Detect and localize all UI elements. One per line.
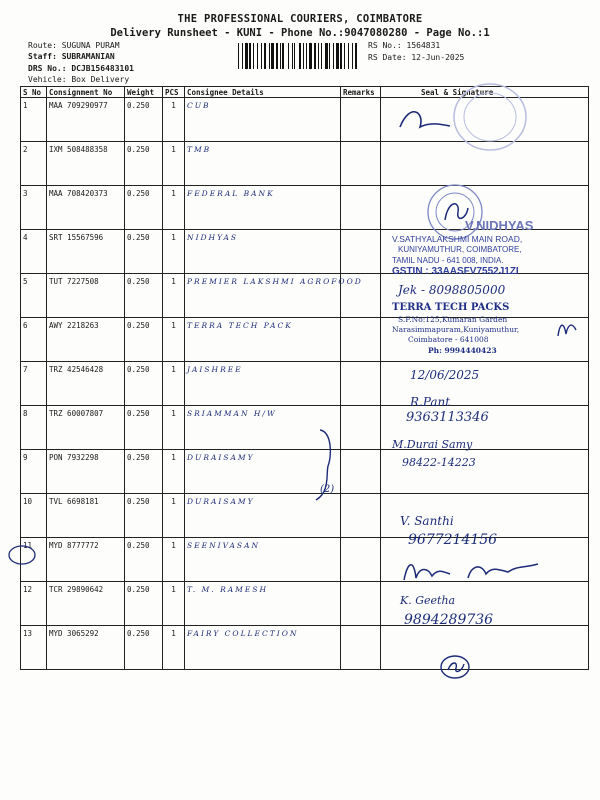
cell-consignment-no: TVL 6698181	[47, 494, 125, 538]
cell-consignment-no: MYD 8777772	[47, 538, 125, 582]
barcode-bar	[336, 43, 339, 69]
col-header-pcs: PCS	[163, 87, 185, 98]
cell-consignee: FAIRY COLLECTION	[185, 626, 341, 670]
cell-consignment-no: SRT 15567596	[47, 230, 125, 274]
cell-consignee: DURAISAMY	[185, 494, 341, 538]
terra-stamp-address1: S.F.No:125,Kumaran Garden	[398, 315, 508, 324]
cell-consignee: SEENIVASAN	[185, 538, 341, 582]
terra-stamp-phone: Ph: 9994440423	[428, 346, 497, 355]
cell-consignee: NIDHYAS	[185, 230, 341, 274]
cell-remarks	[341, 582, 381, 626]
cell-pcs: 1	[163, 230, 185, 274]
cell-consignment-no: AWY 2218263	[47, 318, 125, 362]
rs-number: RS No.: 1564831	[368, 41, 441, 50]
cell-weight: 0.250	[125, 538, 163, 582]
barcode-bar	[299, 43, 301, 69]
cell-consignment-no: MYD 3065292	[47, 626, 125, 670]
nidhyas-handwritten-phone: Jek - 8098805000	[398, 283, 506, 297]
table-row	[21, 494, 589, 538]
cell-sno: 13	[21, 626, 47, 670]
signature-row12	[398, 556, 558, 586]
cell-weight: 0.250	[125, 582, 163, 626]
cell-weight: 0.250	[125, 186, 163, 230]
nidhyas-stamp-address2: KUNIYAMUTHUR, COIMBATORE,	[398, 245, 522, 254]
nidhyas-stamp-gstin: GSTIN : 33AASFV7552J1ZI	[392, 266, 519, 277]
col-header-consignee: Consignee Details	[185, 87, 341, 98]
cell-weight: 0.250	[125, 230, 163, 274]
barcode-bar	[264, 43, 266, 69]
barcode-bar	[314, 43, 316, 69]
signature-row8-name: R.Pant	[410, 395, 451, 409]
staff-label: Staff: SUBRAMANIAN	[28, 52, 115, 61]
cell-pcs: 1	[163, 274, 185, 318]
round-stamp-row1	[390, 82, 530, 152]
cell-seal-signature	[381, 626, 589, 670]
barcode-bar	[288, 43, 289, 69]
cell-pcs: 1	[163, 626, 185, 670]
vehicle-label: Vehicle: Box Delivery	[28, 75, 130, 84]
cell-sno: 10	[21, 494, 47, 538]
nidhyas-stamp-address3: TAMIL NADU - 641 008, INDIA.	[392, 256, 504, 265]
cell-remarks	[341, 142, 381, 186]
initials-signature-icon	[554, 316, 580, 342]
signature-row7-date: 12/06/2025	[410, 368, 480, 382]
cell-sno: 8	[21, 406, 47, 450]
cell-weight: 0.250	[125, 406, 163, 450]
cell-consignment-no: MAA 708420373	[47, 186, 125, 230]
barcode-bar	[340, 43, 342, 69]
cell-remarks	[341, 362, 381, 406]
cell-pcs: 1	[163, 186, 185, 230]
barcode-image	[238, 43, 360, 69]
cell-sno: 1	[21, 98, 47, 142]
barcode-bar	[269, 43, 270, 69]
cell-weight: 0.250	[125, 98, 163, 142]
barcode-bar	[276, 43, 278, 69]
cell-consignment-no: TRZ 60007807	[47, 406, 125, 450]
barcode-bar	[294, 43, 295, 69]
cell-consignee: FEDERAL BANK	[185, 186, 341, 230]
col-header-remarks: Remarks	[341, 87, 381, 98]
table-row	[21, 582, 589, 626]
barcode-bar	[352, 43, 353, 69]
bottom-initial-mark	[438, 654, 472, 680]
table-row	[21, 626, 589, 670]
table-row	[21, 362, 589, 406]
barcode-bar	[348, 43, 349, 69]
cell-sno: 4	[21, 230, 47, 274]
cell-pcs: 1	[163, 538, 185, 582]
runsheet-subtitle: Delivery Runsheet - KUNI - Phone No.:9047080280 - Page No.:1	[110, 27, 490, 39]
barcode-bar	[303, 43, 304, 69]
cell-consignment-no: MAA 709290977	[47, 98, 125, 142]
terra-stamp-name: TERRA TECH PACKS	[392, 302, 510, 313]
cell-consignment-no: IXM 508488358	[47, 142, 125, 186]
table-row	[21, 450, 589, 494]
cell-pcs: 1	[163, 582, 185, 626]
signature-row13-name: K. Geetha	[400, 594, 456, 607]
cell-remarks	[341, 230, 381, 274]
barcode-bar	[344, 43, 345, 69]
terra-stamp-address2: Narasimmapuram,Kuniyamuthur,	[392, 325, 520, 334]
signature-row11-name: V. Santhi	[400, 514, 454, 528]
barcode-bar	[333, 43, 334, 69]
barcode-bar	[292, 43, 293, 69]
cell-sno: 2	[21, 142, 47, 186]
cell-consignment-no: TUT 7227508	[47, 274, 125, 318]
cell-pcs: 1	[163, 98, 185, 142]
cell-sno: 5	[21, 274, 47, 318]
company-title: THE PROFESSIONAL COURIERS, COIMBATORE	[177, 13, 423, 25]
rs-date: RS Date: 12-Jun-2025	[368, 53, 465, 62]
barcode-bar	[282, 43, 284, 69]
brace-note: (2)	[320, 484, 335, 495]
barcode-bar	[325, 43, 328, 69]
signature-row8-phone: 9363113346	[406, 410, 489, 425]
cell-sno: 7	[21, 362, 47, 406]
route-label: Route: SUGUNA PURAM	[28, 41, 120, 50]
signature-row13-phone: 9894289736	[404, 612, 494, 628]
barcode-bar	[321, 43, 322, 69]
cell-consignment-no: TRZ 42546428	[47, 362, 125, 406]
cell-remarks	[341, 626, 381, 670]
cell-pcs: 1	[163, 406, 185, 450]
cell-weight: 0.250	[125, 274, 163, 318]
cell-sno: 9	[21, 450, 47, 494]
cell-consignee: PREMIER LAKSHMI AGROFOOD	[185, 274, 341, 318]
cell-pcs: 1	[163, 494, 185, 538]
barcode-bar	[318, 43, 319, 69]
barcode-bar	[257, 43, 258, 69]
drs-number: DRS No.: DCJB156483101	[28, 64, 134, 73]
signature-row11-phone: 9677214156	[408, 532, 498, 548]
barcode-bar	[306, 43, 307, 69]
cell-sno: 3	[21, 186, 47, 230]
cell-sno: 6	[21, 318, 47, 362]
cell-remarks	[341, 538, 381, 582]
col-header-sno: S No	[21, 87, 47, 98]
barcode-bar	[238, 43, 239, 69]
barcode-bar	[280, 43, 281, 69]
barcode-bar	[249, 43, 251, 69]
signature-row9-phone: 98422-14223	[402, 456, 476, 469]
col-header-consignment: Consignment No	[47, 87, 125, 98]
nidhyas-stamp-address1: V.SATHYALAKSHMI MAIN ROAD,	[392, 234, 523, 244]
cell-consignee: TERRA TECH PACK	[185, 318, 341, 362]
cell-consignment-no: PON 7932298	[47, 450, 125, 494]
cell-weight: 0.250	[125, 494, 163, 538]
cell-pcs: 1	[163, 318, 185, 362]
cell-remarks	[341, 186, 381, 230]
cell-consignee: CUB	[185, 98, 341, 142]
cell-weight: 0.250	[125, 318, 163, 362]
cell-consignee: T. M. RAMESH	[185, 582, 341, 626]
terra-stamp-address3: Coimbatore - 641008	[408, 335, 489, 344]
cell-pcs: 1	[163, 362, 185, 406]
cell-sno: 11	[21, 538, 47, 582]
cell-consignee: SRIAMMAN H/W	[185, 406, 341, 450]
nidhyas-stamp-name: V.NIDHYAS	[465, 218, 534, 233]
cell-pcs: 1	[163, 142, 185, 186]
cell-weight: 0.250	[125, 362, 163, 406]
signature-row9-name: M.Durai Samy	[392, 438, 473, 451]
cell-remarks	[341, 98, 381, 142]
cell-weight: 0.250	[125, 626, 163, 670]
barcode-bar	[309, 43, 312, 69]
cell-weight: 0.250	[125, 142, 163, 186]
col-header-seal: Seal & Signature	[381, 87, 589, 98]
cell-consignee: DURAISAMY	[185, 450, 341, 494]
round-stamp-row4	[420, 182, 490, 242]
circled-number-marker	[7, 544, 37, 566]
cell-consignment-no: TCR 29890642	[47, 582, 125, 626]
cell-remarks	[341, 318, 381, 362]
cell-weight: 0.250	[125, 450, 163, 494]
table-row	[21, 406, 589, 450]
cell-pcs: 1	[163, 450, 185, 494]
barcode-bar	[242, 43, 243, 69]
cell-consignee: JAISHREE	[185, 362, 341, 406]
barcode-bar	[253, 43, 254, 69]
barcode-bar	[329, 43, 330, 69]
barcode-bar	[261, 43, 262, 69]
col-header-weight: Weight	[125, 87, 163, 98]
barcode-bar	[355, 43, 357, 69]
barcode-bar	[245, 43, 248, 69]
cell-consignee: TMB	[185, 142, 341, 186]
cell-sno: 12	[21, 582, 47, 626]
barcode-bar	[271, 43, 274, 69]
